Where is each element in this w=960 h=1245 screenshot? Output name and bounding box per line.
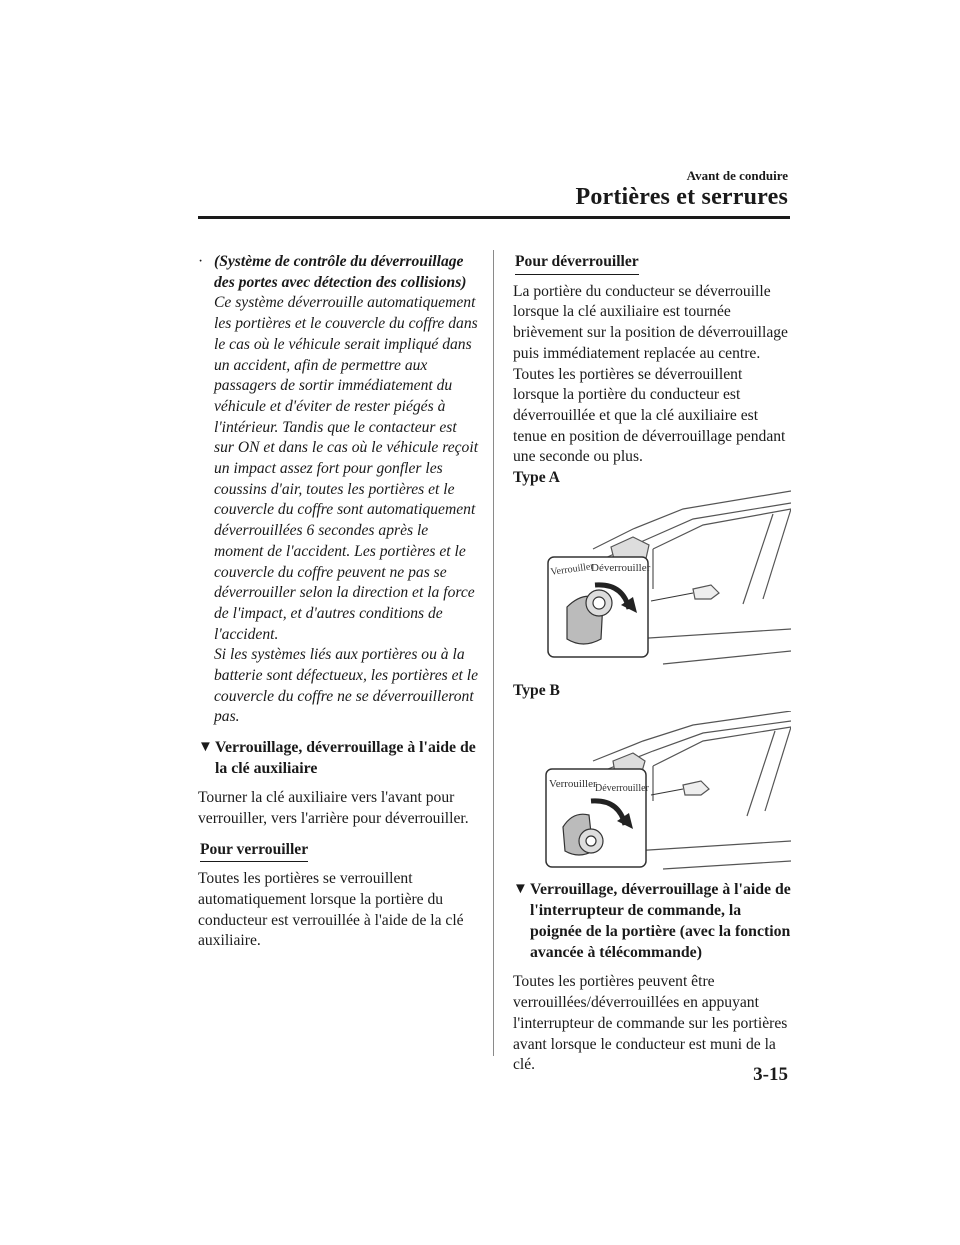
type-a-label: Type A — [513, 469, 560, 487]
unlock-subheading: Pour déverrouiller — [515, 252, 639, 275]
switch-section-heading-text: Verrouillage, déverrouillage à l'aide de l'interrupteur de commande, la poignée de la portière (avec la fonction avancée à télécommande) — [530, 881, 791, 962]
collision-unlock-text: Ce système déverrouille automatiquement les portières et le couvercle du coffre dans le cas où le véhicule serait impliqué dans un accident, afin de permettre aux passagers de sortir immédiatement du véhicule et d'éviter de rester piégés à l'intérieur. Tandis que le contacteur est sur ON et dans le cas où le véhicule reçoit un impact assez fort pour gonfler les coussins d'air, toutes les portières et le couvercle du coffre sont automatiquement déverrouillées 6 secondes après le moment de l'accident. Les portières et le couvercle du coffre peuvent ne pas se déverrouiller selon la direction et la force de l'impact, et d'autres conditions de l'accident. Si les systèmes liés aux portières ou à la batterie sont défectueux, les portières et le couvercle du coffre ne se déverrouilleront pas. — [214, 294, 479, 726]
fig-b-unlock-label: Déverrouiller — [595, 783, 649, 795]
type-b-door-key-illustration — [533, 711, 791, 871]
fig-a-unlock-label: Déverrouiller — [591, 561, 651, 574]
page-title: Portières et serrures — [575, 184, 788, 210]
callout-line-icon — [651, 593, 693, 601]
header-rule — [198, 216, 790, 219]
collision-unlock-heading: (Système de contrôle du déverrouillage des portes avec détection des collisions) — [214, 253, 467, 291]
column-divider — [493, 250, 494, 1056]
aux-key-section-heading — [198, 737, 480, 779]
lock-subheading: Pour verrouiller — [200, 840, 308, 863]
left-column — [198, 252, 480, 952]
collision-unlock-note — [198, 252, 480, 728]
switch-section-heading — [513, 879, 791, 963]
right-column — [513, 252, 791, 1076]
bullet-dot-icon: · — [198, 253, 204, 270]
callout-line-icon — [651, 789, 683, 795]
type-b-label: Type B — [513, 681, 560, 699]
unlock-text: La portière du conducteur se déverrouille lorsque la clé auxiliaire est tournée brièvement sur la position de déverrouillage puis immédiatement replacée au centre. Toutes les portières se déverrouillent lorsque la portière du conducteur est déverrouillée et que la clé auxiliaire est tenue en position de déverrouillage pendant une seconde ou plus. — [513, 282, 788, 466]
triangle-down-icon: ▼ — [513, 881, 528, 898]
lock-text: Toutes les portières se verrouillent automatiquement lorsque la portière du conducteur est verrouillée à l'aide de la clé auxiliaire. — [198, 870, 464, 950]
aux-key-section-text: Tourner la clé auxiliaire vers l'avant pour verrouiller, vers l'arrière pour déverrouiller. — [198, 789, 469, 827]
page-number: 3-15 — [753, 1064, 788, 1085]
aux-key-section-heading-text: Verrouillage, déverrouillage à l'aide de la clé auxiliaire — [215, 739, 476, 778]
fig-b-lock-label: Verrouiller — [549, 778, 597, 791]
header-section-label: Avant de conduire — [686, 168, 788, 183]
fig-a-lock-label: Verrouiller — [549, 560, 595, 578]
switch-section-text: Toutes les portières peuvent être verrouillées/déverrouillées en appuyant l'interrupteur de commande sur les portières avant lorsque le conducteur est muni de la clé. — [513, 973, 788, 1074]
triangle-down-icon: ▼ — [198, 739, 213, 756]
type-a-door-key-illustration — [533, 489, 791, 665]
